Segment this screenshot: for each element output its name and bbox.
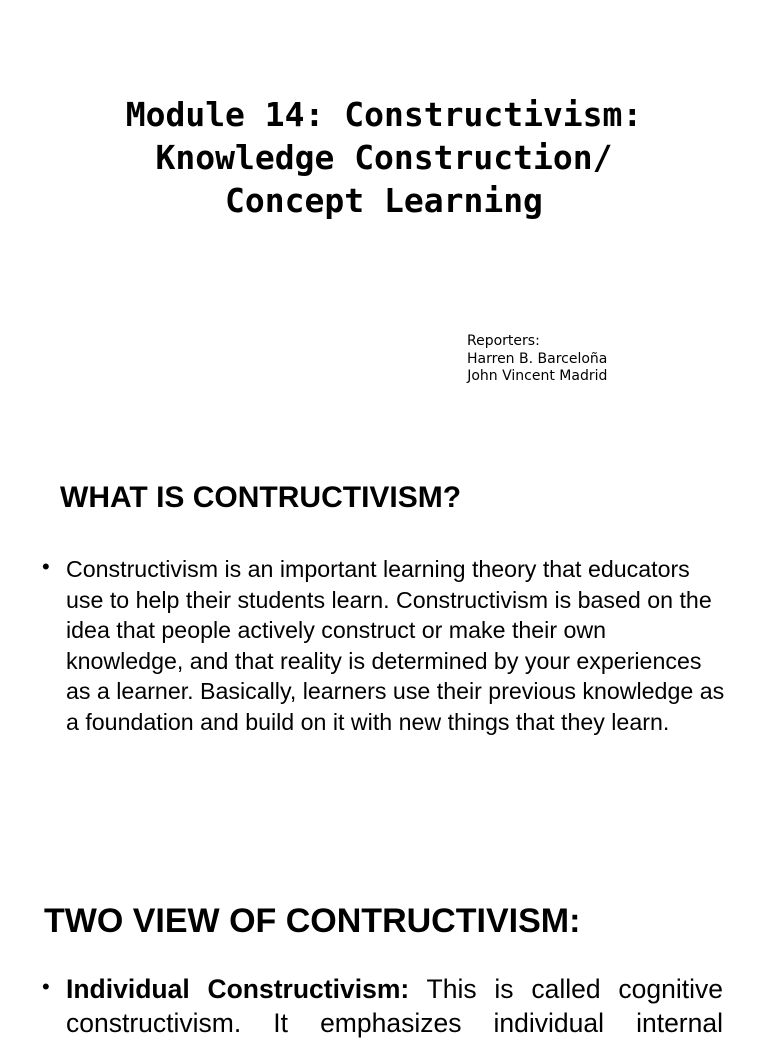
bullet-text <box>66 972 723 1040</box>
bullet-term: Individual Constructivism: <box>66 974 410 1004</box>
title-line: Knowledge Construction/ <box>155 138 613 177</box>
section-heading-two-views: TWO VIEW OF CONTRUCTIVISM: <box>44 902 581 940</box>
reporters-label: Reporters: <box>467 333 540 349</box>
section-heading-what-is: WHAT IS CONTRUCTIVISM? <box>60 481 462 514</box>
bullet-item <box>42 972 732 1040</box>
reporters-block <box>467 333 607 386</box>
bullet-icon: • <box>42 974 50 999</box>
bullet-icon: • <box>42 554 50 579</box>
title-line: Module 14: Constructivism: <box>125 95 643 134</box>
title-slide <box>0 0 768 420</box>
title-line: Concept Learning <box>225 181 543 220</box>
bullet-text: Constructivism is an important learning theory that educators use to help their students learn. Constructivism is based on the idea that people actively construct or make their own knowledge, and that reality is determined by your experiences as a learner. Basically, learners use their previous knowledge as a foundation and build on it with new things that they learn. <box>66 556 725 735</box>
bullet-description: This is called cognitive constructivism. It emphasizes individual internal <box>66 974 723 1038</box>
reporter-name: John Vincent Madrid <box>467 368 608 384</box>
bullet-item <box>42 554 732 738</box>
reporter-name: Harren B. Barceloña <box>467 350 608 367</box>
page-title <box>0 93 768 222</box>
